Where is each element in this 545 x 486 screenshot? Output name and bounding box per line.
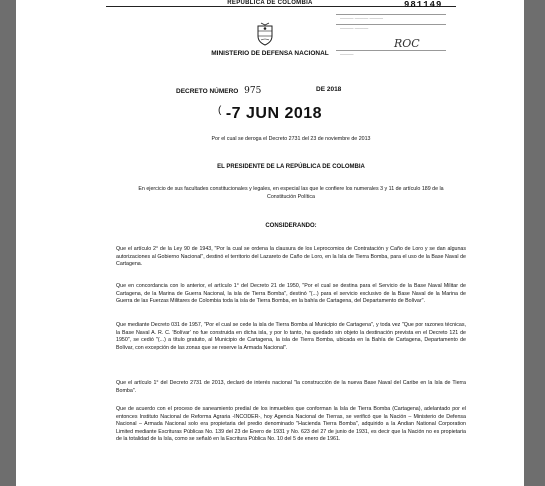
considerando-heading: CONSIDERANDO: xyxy=(265,223,317,229)
paragraph-5: Que de acuerdo con el proceso de saneamiento predial de los inmuebles que conforman la Isla de Tierra Bomba (Cartagena), adelantado por el entonces Instituto Nacional de Reforma Agraria -INCODER-, hoy Agencia Nacional de Tierras, se verificó que la Nación – Ministerio de Defensa Nacional – Armada Nacional solo era propietaria del predio denominado "Hacienda Tierra Bomba", adquirido a la Andian National Corporation Limited mediante Escrituras Públicas No. 139 del 23 de Enero de 1931 y No. 623 del 27 de junio de 1931, es decir que la Nación no es propietaria de la totalidad de la Isla, como se señaló en la Escritura Pública No. 10 del 5 de enero de 1961. xyxy=(116,406,466,442)
decree-label: DECRETO NÚMERO xyxy=(176,88,239,95)
stamp-number: 981149 xyxy=(404,0,443,10)
republic-heading: REPÚBLICA DE COLOMBIA xyxy=(227,0,313,6)
decree-date xyxy=(16,105,524,123)
paragraph-1: Que el artículo 2° de la Ley 90 de 1943, "Por la cual se ordena la clausura de los Leprocomios de Contratación y Caño de Loro y se dan algunas autorizaciones al Gobierno Nacional", destinó el territorio del Lazareto de Caño de Loro, en la Isla de Tierra Bomba, para el uso de la Base Naval de Cartagena. xyxy=(116,246,466,267)
date-mark: ( xyxy=(217,105,222,116)
stamp-handwriting: ROC xyxy=(394,37,420,50)
decree-number-row xyxy=(176,86,342,96)
ministry-heading: MINISTERIO DE DEFENSA NACIONAL xyxy=(211,50,329,57)
faculties-paragraph: En ejercicio de sus facultades constitucionales y legales, en especial las que le confiere los numerales 3 y 11 de artículo 189 de la Constitución Política xyxy=(138,186,444,200)
date-text: -7 JUN 2018 xyxy=(225,105,323,122)
registry-stamp: 981149 ——— ——— ——— ——— ——— ROC ——— xyxy=(336,0,461,60)
decree-number: 975 xyxy=(244,86,262,96)
paragraph-3: Que mediante Decreto 031 de 1957, "Por el cual se cede la isla de Tierra Bomba al Municipio de Cartagena", y toda vez "Que por razones técnicas, la Base Naval A. R. C. 'Bolívar' no fue construida en dicha isla, y por lo tanto, ha quedado sin objeto la destinación prevista en el Decreto 121 de 1950", se cedió "(...) a título gratuito, al Municipio de Cartagena, la isla de Tierra Bomba, ubicada en la Bahía de Cartagena, Departamento de Bolívar, con excepción de las zonas que se reserve la Armada Nacional". xyxy=(116,322,466,351)
decree-year: DE 2018 xyxy=(316,86,342,93)
coat-of-arms-icon xyxy=(255,22,275,46)
deroga-line: Por el cual se deroga el Decreto 2731 del 23 de noviembre de 2013 xyxy=(211,136,371,142)
decree-page xyxy=(16,0,524,486)
president-heading: EL PRESIDENTE DE LA REPÚBLICA DE COLOMBIA xyxy=(217,164,365,170)
paragraph-4: Que el artículo 1° del Decreto 2731 de 2013, declaró de interés nacional "la construcción de la nueva Base Naval del Caribe en la Isla de Tierra Bomba". xyxy=(116,380,466,394)
paragraph-2: Que en concordancia con lo anterior, el artículo 1° del Decreto 21 de 1950, "Por el cual se destina para el Servicio de la Base Naval Militar de Cartagena, de la Marina de Guerra Nacional, la isla de Tierra Bomba", destinó "(...) para el servicio exclusivo de la Base Naval de la Marina de Guerra de las Fuerzas Militares de Colombia toda la isla de Tierra Bomba, en la bahía de Cartagena, del Departamento de Bolívar". xyxy=(116,283,466,304)
